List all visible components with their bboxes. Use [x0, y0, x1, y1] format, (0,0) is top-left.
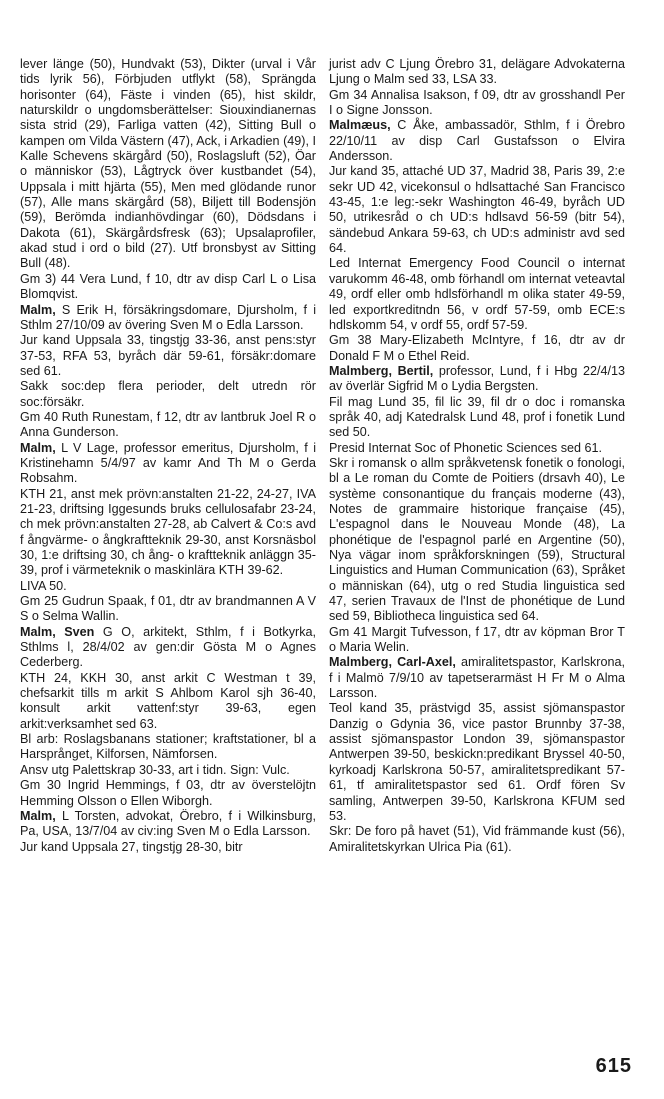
left-paragraph [20, 272, 316, 303]
entry-text: Gm 41 Margit Tufvesson, f 17, dtr av köpman Bror T o Maria Welin. [329, 624, 625, 655]
entry-text: Gm 40 Ruth Runestam, f 12, dtr av lantbruk Joel R o Anna Gunderson. [20, 409, 316, 440]
right-paragraph [329, 824, 625, 855]
left-paragraph [20, 379, 316, 410]
left-paragraph [20, 625, 316, 671]
right-paragraph [329, 456, 625, 625]
right-paragraph [329, 441, 625, 456]
entry-text: Presid Internat Soc of Phonetic Sciences sed 61. [329, 440, 603, 455]
right-paragraph [329, 395, 625, 441]
page-number: 615 [595, 1055, 632, 1077]
right-paragraph [329, 364, 625, 395]
entry-text: Teol kand 35, prästvigd 35, assist sjömanspastor Danzig o Gdynia 36, vice pastor Brunnby 37-38, assist sjömanspastor London 39, sjömanspastor Antwerpen 39-50, beskickn:predikant Bryssel 40-50, kyrkoadj Karlskrona 50-57, amiralitetspredikant 57-61, tf amiralitetspastor sed 61. Ordf fören Sv samling, Antwerpen 39-50, Karlskrona KFUM sed 53. [329, 701, 625, 823]
left-paragraph [20, 809, 316, 840]
left-paragraph [20, 487, 316, 579]
entry-name: Malmæus, [329, 118, 391, 133]
entry-name: Malm, [20, 302, 56, 317]
left-paragraph [20, 732, 316, 763]
entry-text: Sakk soc:dep flera perioder, delt utredn rör soc:försäkr. [20, 379, 316, 409]
entry-text: Led Internat Emergency Food Council o internat varukomm 46-48, omb förhandl om internat veteavtal 49, ordf eller omb hdlsförhandl m olika stater 49-59, led exportkreditndn 56, v ordf 57-59, omb ECE:s hdlskomm 54, v ordf 55, ordf 57-59. [329, 256, 625, 332]
entry-text: Gm 3) 44 Vera Lund, f 10, dtr av disp Carl L o Lisa Blomqvist. [20, 271, 316, 302]
right-paragraph [329, 88, 625, 119]
entry-text: Gm 34 Annalisa Isakson, f 09, dtr av grosshandl Per I o Signe Jonsson. [329, 87, 625, 118]
entry-name: Malm, [20, 808, 56, 823]
entry-text: Bl arb: Roslagsbanans stationer; kraftstationer, bl a Harsprånget, Kilforsen, Nämforsen. [20, 732, 316, 762]
entry-name: Malmberg, Carl-Axel, [329, 655, 456, 670]
left-paragraph [20, 441, 316, 487]
entry-text: jurist adv C Ljung Örebro 31, delägare Advokaterna Ljung o Malm sed 33, LSA 33. [329, 57, 625, 87]
left-paragraph [20, 303, 316, 334]
left-paragraph [20, 840, 316, 855]
entry-text: Gm 38 Mary-Elizabeth McIntyre, f 16, dtr av dr Donald F M o Ethel Reid. [329, 333, 625, 363]
right-paragraph [329, 655, 625, 701]
right-paragraph [329, 625, 625, 656]
entry-text: Gm 30 Ingrid Hemmings, f 03, dtr av överstelöjtn Hemming Olsson o Ellen Wiborgh. [20, 778, 316, 808]
entry-text: Ansv utg Palettskrap 30-33, art i tidn. Sign: Vulc. [20, 762, 290, 777]
entry-text: lever länge (50), Hundvakt (53), Dikter (urval i Vår tids lyrik 56), Förbjuden utflykt (58), Sprängda horisonter (64), Fäste i vinden (65), hist skildr, naturskildr o ungdomsberättelser: Siouxindianernas sista strid (29), Farliga vatten (42), Sitting Bull o kampen om Vilda Västern (47), Ack, i Arkadien (49), I Kalle Schevens skärgård (50), Roslagsluft (52), Öar o människor (53), Lågtryck över kustbandet (54), Uppsala i mitt hjärta (55), Men med glödande runor (57), Alle mans skärgård (58), Biljett till Bodensjön (59), Berömda indianhövdingar (60), Dödsdans i Dakota (61), Skärgårdsfresk (63); Upsalaprofiler, akad stud i ord o bild (27). Utf bronsbyst av Sitting Bull (48). [20, 57, 316, 271]
entry-text: KTH 24, KKH 30, anst arkit C Westman t 39, chefsarkit tills m arkit S Ahlbom Karol sjh 36-40, konsult arkit vattenf:styr 39-63, egen arkit:verksamhet sed 63. [20, 670, 316, 731]
right-paragraph [329, 118, 625, 164]
right-paragraph [329, 164, 625, 256]
entry-text: S Erik H, försäkringsdomare, Djursholm, f i Sthlm 27/10/09 av övering Sven M o Edla Larsson. [20, 302, 316, 332]
entry-text: L Torsten, advokat, Örebro, f i Wilkinsburg, Pa, USA, 13/7/04 av civ:ing Sven M o Edla Larsson. [20, 808, 316, 839]
entry-text: Fil mag Lund 35, fil lic 39, fil dr o doc i romanska språk 40, adj Katedralsk Lund 48, prof i fonetik Lund sed 50. [329, 394, 625, 440]
entry-text: Jur kand Uppsala 27, tingstjg 28-30, bitr [20, 839, 243, 854]
left-paragraph [20, 594, 316, 625]
left-paragraph [20, 410, 316, 441]
entry-name: Malm, [20, 440, 56, 455]
left-paragraph [20, 579, 316, 594]
entry-text: KTH 21, anst mek prövn:anstalten 21-22, 24-27, IVA 21-23, driftsing Iggesunds bruks cellulosafabr 23-24, ch mek prövn:anstalten 27-28, ab Calvert & Co:s avd f ångvärme- o ångkraftteknik 29-30, anst Korsnäsbol 30, 1:e driftsing 30, ch ång- o kraftteknik anläggn 35-39, prof i värmeteknik o maskinlära KTH 39-62. [20, 486, 316, 578]
left-paragraph [20, 57, 316, 272]
right-paragraph [329, 701, 625, 824]
entry-text: LIVA 50. [20, 578, 67, 593]
entry-text: Skr: De foro på havet (51), Vid främmande kust (56), Amiralitetskyrkan Ulrica Pia (61). [329, 824, 625, 854]
left-paragraph [20, 763, 316, 778]
right-paragraph [329, 57, 625, 88]
entry-text: C Åke, ambassadör, Sthlm, f i Örebro 22/10/11 av disp Carl Gustafsson o Elvira Andersson. [329, 118, 625, 164]
entry-text: Gm 25 Gudrun Spaak, f 01, dtr av brandmannen A V S o Selma Wallin. [20, 594, 316, 624]
entry-text: professor, Lund, f i Hbg 22/4/13 av överlär Sigfrid M o Lydia Bergsten. [329, 363, 626, 394]
left-paragraph [20, 671, 316, 732]
entry-text: G O, arkitekt, Sthlm, f i Botkyrka, Sthlms l, 28/4/02 av gen:dir Gösta M o Agnes Cederberg. [20, 624, 316, 670]
entry-text: Jur kand 35, attaché UD 37, Madrid 38, Paris 39, 2:e sekr UD 42, vicekonsul o hdlsattaché San Francisco 43-45, 1:e leg:-sekr Washington 46-49, byråch UD 50, utrikesråd o ch UD:s hdlsavd 56-59 (bitr 54), sändebud Ankara 59-63, ch UD:s administr avd sed 64. [329, 164, 625, 256]
entry-name: Malm, Sven [20, 624, 95, 639]
right-column [329, 57, 625, 855]
right-paragraph [329, 256, 625, 333]
entry-text: amiralitetspastor, Karlskrona, f i Malmö 7/9/10 av tapetserarmäst H Fr M o Alma Larsson. [329, 655, 625, 701]
right-paragraph [329, 333, 625, 364]
left-column [20, 57, 316, 855]
entry-text: Skr i romansk o allm språkvetensk fonetik o fonologi, bl a Le roman du Comte de Poitiers (drsavh 40), Le système consonantique du français moderne (43), Notes de grammaire historique française (45), L'espagnol dans le Nouveau Monde (48), La phonétique de l'espagnol parlé en Argentine (50), Nya vägar inom språkforskningen (59), Structural Linguistics and Human Communication (63), Språket o människan (64), utg o red Studia linguistica sed 47, serien Travaux de l'Inst de phonétique de Lund sed 59, Bibliotheca linguistica sed 64. [329, 455, 625, 624]
left-paragraph [20, 333, 316, 379]
entry-text: Jur kand Uppsala 33, tingstjg 33-36, anst pens:styr 37-53, RFA 53, byråch där 59-61, försäkr:domare sed 61. [20, 333, 316, 378]
left-paragraph [20, 778, 316, 809]
entry-text: L V Lage, professor emeritus, Djursholm, f i Kristinehamn 5/4/97 av kamr And Th M o Gerda Robsahm. [20, 440, 316, 486]
entry-name: Malmberg, Bertil, [329, 363, 434, 378]
